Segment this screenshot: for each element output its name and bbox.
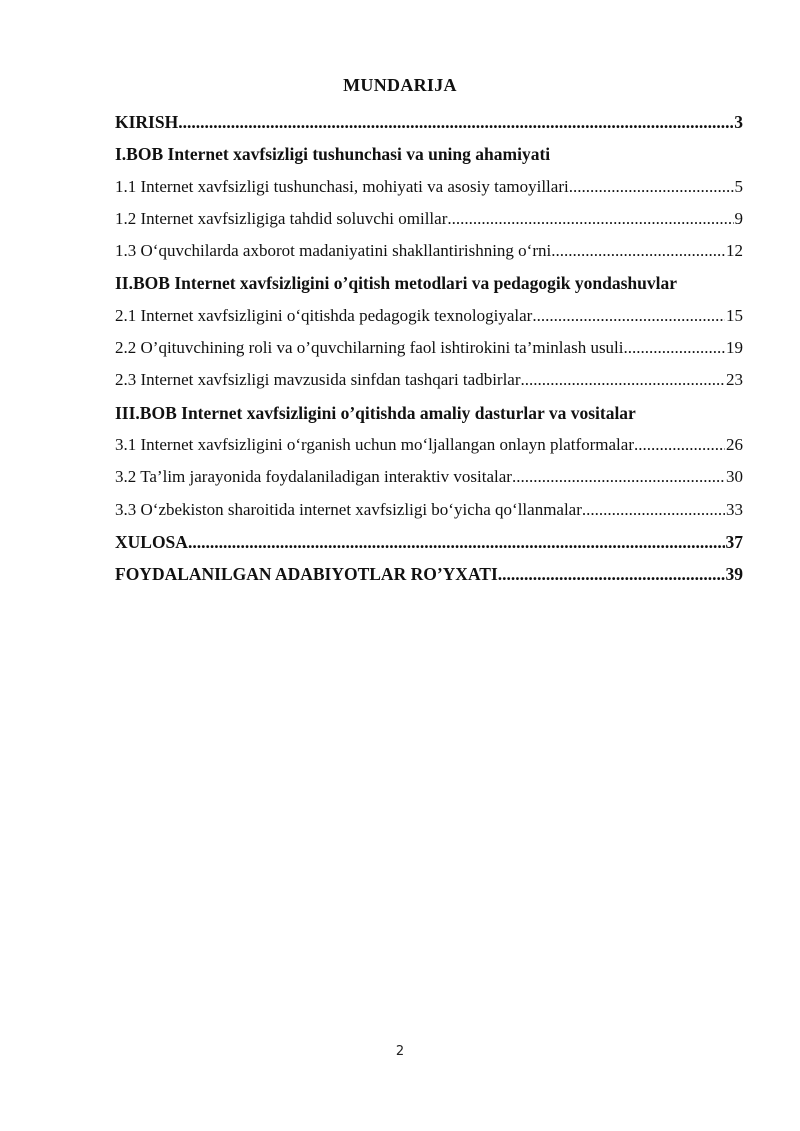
toc-chapter-3 (115, 397, 743, 429)
toc-dot-leader (532, 300, 725, 332)
toc-entry-text: 3.3 O‘zbekiston sharoitida internet xavfsizligi bo‘yicha qo‘llanmalar (115, 499, 582, 519)
toc-dot-leader (188, 526, 725, 558)
toc-dot-leader (521, 364, 725, 396)
page-title: MUNDARIJA (343, 75, 457, 95)
toc-entry-text: KIRISH (115, 112, 179, 132)
toc-dot-leader (551, 235, 725, 267)
toc-chapter-2 (115, 267, 743, 299)
page-number: 2 (395, 1044, 405, 1059)
toc-entry-text: 1.3 O‘quvchilarda axborot madaniyatini shakllantirishning o‘rni (115, 241, 552, 261)
toc-entry-1-1 (115, 171, 743, 203)
toc-entry-text: 3.1 Internet xavfsizligini o‘rganish uchun mo‘ljallangan onlayn platformalar (115, 434, 634, 454)
toc-entry-bibliography (115, 558, 743, 590)
toc-dot-leader (569, 171, 734, 203)
toc-entry-xulosa (115, 526, 743, 558)
toc-entry-3-1 (115, 429, 743, 461)
toc-dot-leader (582, 494, 725, 526)
toc-entry-1-3 (115, 235, 743, 267)
toc-dot-leader (178, 106, 733, 138)
toc-entry-1-2 (115, 203, 743, 235)
toc-entry-text: 2.1 Internet xavfsizligini o‘qitishda pedagogik texnologiyalar (115, 305, 533, 325)
toc-dot-leader (512, 461, 725, 493)
toc-entry-text: FOYDALANILGAN ADABIYOTLAR RO’YXATI (115, 564, 498, 585)
toc-entry-page: 3 (734, 112, 743, 132)
toc-entry-page: 19 (726, 338, 743, 358)
toc-entry-2-3 (115, 364, 743, 396)
toc-dot-leader (447, 203, 733, 235)
table-of-contents (115, 106, 743, 590)
toc-entry-page: 9 (734, 208, 743, 228)
toc-entry-page: 5 (734, 176, 743, 196)
toc-entry-text: 2.2 O’qituvchining roli va o’quvchilarning faol ishtirokini ta’minlash usuli (115, 338, 624, 358)
toc-dot-leader (624, 332, 725, 364)
toc-entry-2-1 (115, 300, 743, 332)
toc-dot-leader (498, 558, 725, 590)
toc-entry-text: 3.2 Ta’lim jarayonida foydalaniladigan interaktiv vositalar (115, 467, 512, 487)
toc-entry-text: 1.1 Internet xavfsizligi tushunchasi, mohiyati va asosiy tamoyillari (115, 176, 569, 196)
toc-entry-3-3 (115, 494, 743, 526)
toc-entry-kirish (115, 106, 743, 138)
toc-chapter-text: III.BOB Internet xavfsizligini o’qitishda amaliy dasturlar va vositalar (115, 402, 636, 423)
toc-chapter-text: II.BOB Internet xavfsizligini o’qitish metodlari va pedagogik yondashuvlar (115, 273, 678, 294)
toc-entry-2-2 (115, 332, 743, 364)
toc-entry-text: 2.3 Internet xavfsizligi mavzusida sinfdan tashqari tadbirlar (115, 370, 521, 390)
toc-entry-text: XULOSA (115, 531, 188, 552)
toc-chapter-1 (115, 138, 743, 170)
toc-entry-page: 39 (725, 564, 743, 585)
toc-entry-page: 26 (726, 434, 743, 454)
toc-dot-leader (634, 429, 725, 461)
toc-chapter-text: I.BOB Internet xavfsizligi tushunchasi va uning ahamiyati (115, 144, 551, 165)
toc-entry-page: 33 (726, 499, 743, 519)
toc-entry-page: 23 (726, 370, 743, 390)
toc-entry-3-2 (115, 461, 743, 493)
toc-entry-page: 15 (726, 305, 743, 325)
toc-entry-page: 37 (725, 531, 743, 552)
toc-entry-page: 12 (726, 241, 743, 261)
toc-entry-page: 30 (726, 467, 743, 487)
toc-entry-text: 1.2 Internet xavfsizligiga tahdid soluvchi omillar (115, 208, 448, 228)
